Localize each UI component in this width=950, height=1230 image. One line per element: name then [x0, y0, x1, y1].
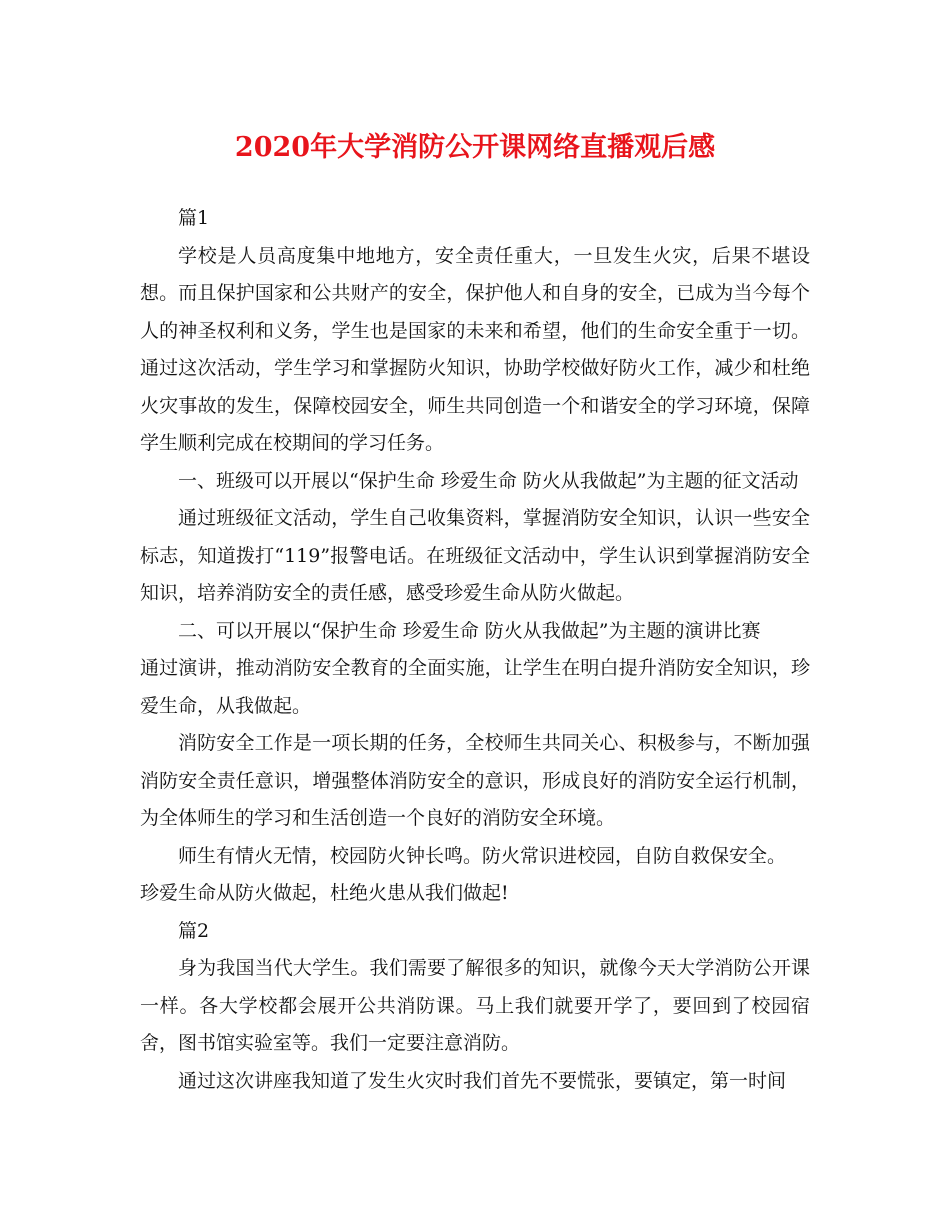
body-paragraph: 通过班级征文活动，学生自己收集资料，掌握消防安全知识，认识一些安全标志，知道拨打“119”报警电话。在班级征文活动中，学生认识到掌握消防安全知识，培养消防安全的责任感，感受珍爱生命从防火做起。 — [140, 507, 810, 604]
body-paragraph: 通过这次讲座我知道了发生火灾时我们首先不要慌张，要镇定，第一时间 — [178, 1069, 787, 1092]
section-label-2: 篇2 — [178, 919, 210, 942]
subheading-speech: 二、可以开展以“保护生命 珍爱生命 防火从我做起”为主题的演讲比赛 — [178, 619, 761, 642]
body-paragraph: 学校是人员高度集中地地方，安全责任重大，一旦发生火灾，后果不堪设想。而且保护国家和公共财产的安全，保护他人和自身的安全，已成为当今每个人的神圣权利和义务，学生也是国家的未来和希望，他们的生命安全重于一切。通过这次活动，学生学习和掌握防火知识，协助学校做好防火工作，减少和杜绝火灾事故的发生，保障校园安全，师生共同创造一个和谐安全的学习环境，保障学生顺利完成在校期间的学习任务。 — [140, 244, 810, 454]
document-title: 2020年大学消防公开课网络直播观后感 — [234, 132, 716, 163]
section-label-1: 篇1 — [178, 207, 210, 229]
document-body — [140, 200, 810, 1100]
body-paragraph: 消防安全工作是一项长期的任务，全校师生共同关心、积极参与，不断加强消防安全责任意识，增强整体消防安全的意识，形成良好的消防安全运行机制，为全体师生的学习和生活创造一个良好的消防安全环境。 — [140, 732, 810, 829]
subheading-essay: 一、班级可以开展以“保护生命 珍爱生命 防火从我做起”为主题的征文活动 — [178, 469, 799, 492]
body-paragraph: 师生有情火无情，校园防火钟长鸣。防火常识进校园，自防自救保安全。 — [178, 844, 787, 867]
body-paragraph: 珍爱生命从防火做起，杜绝火患从我们做起! — [140, 882, 509, 904]
body-paragraph: 身为我国当代大学生。我们需要了解很多的知识，就像今天大学消防公开课一样。各大学校都会展开公共消防课。马上我们就要开学了，要回到了校园宿舍，图书馆实验室等。我们一定要注意消防。 — [140, 957, 810, 1054]
body-paragraph: 通过演讲，推动消防安全教育的全面实施，让学生在明白提升消防安全知识，珍爱生命，从我做起。 — [140, 657, 810, 717]
